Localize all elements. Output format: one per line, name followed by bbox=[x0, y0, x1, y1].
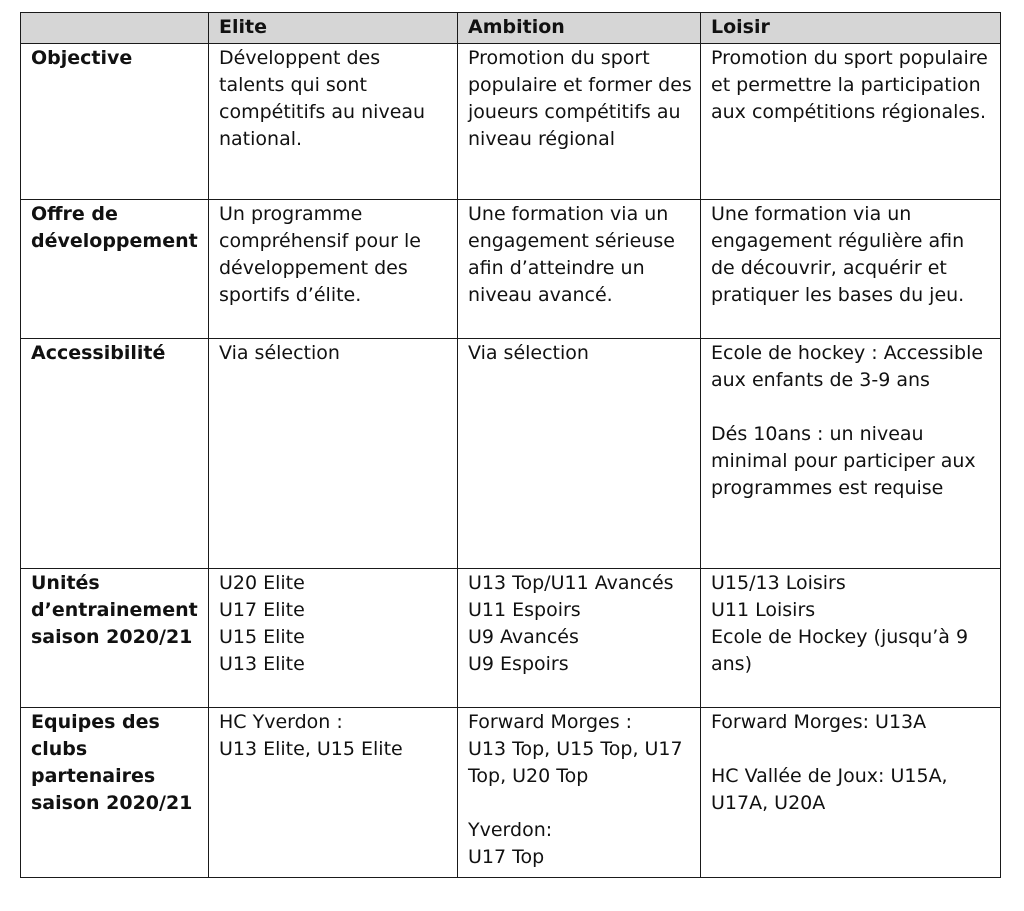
cell-objective-loisir: Promotion du sport populaire et permettre la participation aux compétitions régionales. bbox=[701, 44, 1001, 200]
table-row-accessibilite bbox=[21, 339, 1001, 569]
row-label-unites: Unités d’entrainement saison 2020/21 bbox=[21, 569, 209, 708]
cell-objective-ambition: Promotion du sport populaire et former des joueurs compétitifs au niveau régional bbox=[458, 44, 701, 200]
cell-objective-elite: Développent des talents qui sont compétitifs au niveau national. bbox=[209, 44, 458, 200]
header-elite: Elite bbox=[209, 13, 458, 44]
program-comparison-table bbox=[20, 12, 1001, 878]
header-loisir: Loisir bbox=[701, 13, 1001, 44]
row-label-objective: Objective bbox=[21, 44, 209, 200]
header-ambition: Ambition bbox=[458, 13, 701, 44]
cell-accessibilite-ambition: Via sélection bbox=[458, 339, 701, 569]
cell-offre-elite: Un programme compréhensif pour le développement des sportifs d’élite. bbox=[209, 200, 458, 339]
table-row-objective bbox=[21, 44, 1001, 200]
table-row-offre bbox=[21, 200, 1001, 339]
cell-accessibilite-loisir: Ecole de hockey : Accessible aux enfants de 3-9 ans Dés 10ans : un niveau minimal pour participer aux programmes est requise bbox=[701, 339, 1001, 569]
cell-equipes-ambition: Forward Morges : U13 Top, U15 Top, U17 Top, U20 Top Yverdon: U17 Top bbox=[458, 708, 701, 878]
cell-unites-loisir: U15/13 Loisirs U11 Loisirs Ecole de Hockey (jusqu’à 9 ans) bbox=[701, 569, 1001, 708]
row-label-accessibilite: Accessibilité bbox=[21, 339, 209, 569]
cell-accessibilite-elite: Via sélection bbox=[209, 339, 458, 569]
cell-unites-ambition: U13 Top/U11 Avancés U11 Espoirs U9 Avancés U9 Espoirs bbox=[458, 569, 701, 708]
cell-unites-elite: U20 Elite U17 Elite U15 Elite U13 Elite bbox=[209, 569, 458, 708]
cell-equipes-elite: HC Yverdon : U13 Elite, U15 Elite bbox=[209, 708, 458, 878]
row-label-equipes: Equipes des clubs partenaires saison 2020/21 bbox=[21, 708, 209, 878]
table-header-row bbox=[21, 13, 1001, 44]
cell-equipes-loisir: Forward Morges: U13A HC Vallée de Joux: U15A, U17A, U20A bbox=[701, 708, 1001, 878]
row-label-offre: Offre de développement bbox=[21, 200, 209, 339]
table-row-unites bbox=[21, 569, 1001, 708]
cell-offre-ambition: Une formation via un engagement sérieuse afin d’atteindre un niveau avancé. bbox=[458, 200, 701, 339]
cell-offre-loisir: Une formation via un engagement régulière afin de découvrir, acquérir et pratiquer les bases du jeu. bbox=[701, 200, 1001, 339]
table-row-equipes bbox=[21, 708, 1001, 878]
header-corner-cell bbox=[21, 13, 209, 44]
